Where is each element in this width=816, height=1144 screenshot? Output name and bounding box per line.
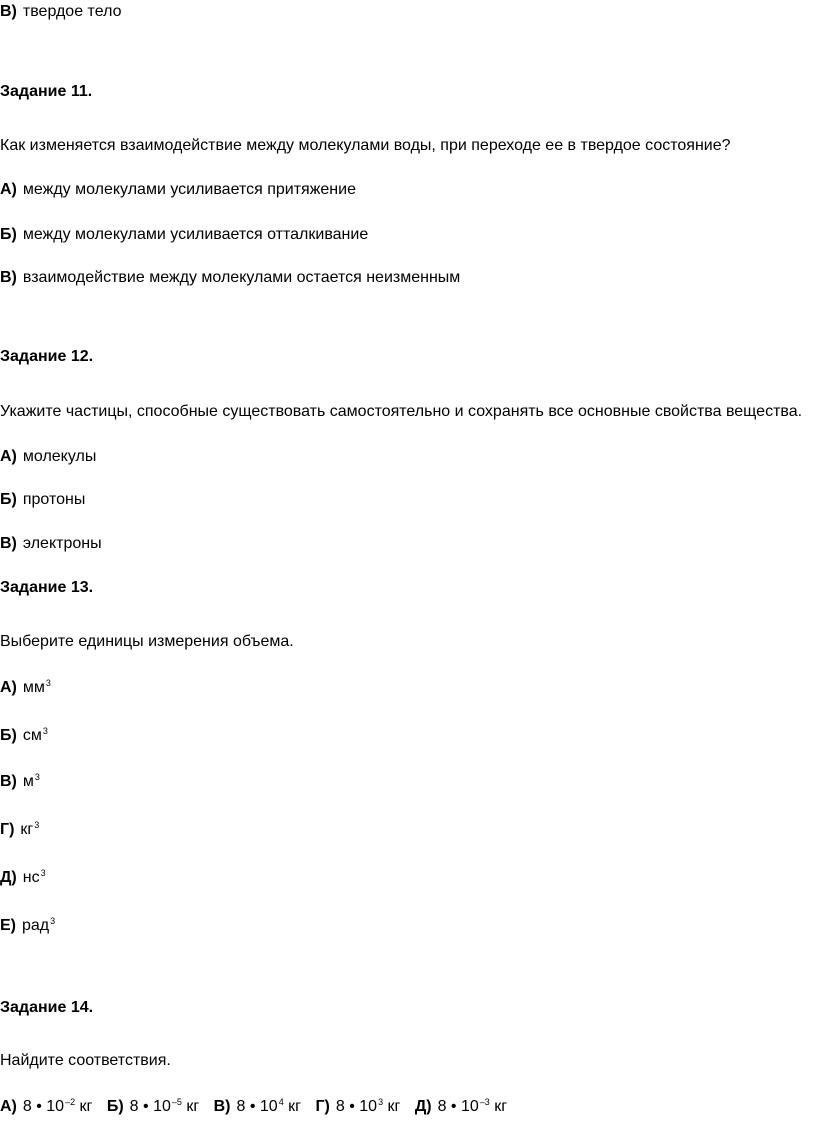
task-11-option-b	[0, 225, 368, 245]
task-14-option-a	[0, 1098, 92, 1115]
exponent: 3	[45, 678, 51, 688]
option-text: кг	[20, 821, 34, 838]
option-unit: кг	[288, 1098, 302, 1115]
task-11-option-a	[0, 180, 356, 200]
exponent: 3	[34, 772, 40, 782]
option-text: рад	[22, 917, 50, 934]
option-label: А)	[0, 448, 17, 465]
task-13-title: Задание 13.	[0, 579, 94, 596]
task-11-question: Как изменяется взаимодействие между молекулами воды, при переходе ее в твердое состояние?	[0, 137, 731, 154]
option-label: Г)	[0, 821, 15, 838]
task-14-question: Найдите соответствия.	[0, 1052, 171, 1069]
option-label: Б)	[0, 491, 17, 508]
task-13-option-a	[0, 678, 51, 698]
option-text: мм	[22, 679, 45, 696]
exponent: 3	[40, 868, 46, 878]
exponent: 3	[50, 916, 56, 926]
task-12-option-c	[0, 534, 102, 554]
exponent: 3	[378, 1097, 384, 1107]
option-label: Г)	[315, 1098, 330, 1115]
option-label: Е)	[0, 917, 16, 934]
task-12-title: Задание 12.	[0, 348, 94, 365]
option-text: см	[22, 727, 42, 744]
task-11-title: Задание 11.	[0, 83, 93, 100]
exponent: –5	[171, 1097, 182, 1107]
option-label: Б)	[0, 727, 17, 744]
option-label: Д)	[414, 1098, 432, 1115]
task-14-options-row	[0, 1097, 507, 1117]
option-label: А)	[0, 1098, 17, 1115]
option-label: В)	[0, 3, 17, 20]
option-text: электроны	[22, 535, 102, 552]
option-label: А)	[0, 181, 17, 198]
option-label: В)	[0, 535, 17, 552]
option-base: 8 • 10	[236, 1098, 278, 1115]
task-12-option-a	[0, 447, 96, 467]
task-13-option-c	[0, 772, 40, 792]
task-13-option-e	[0, 868, 46, 888]
exponent: 3	[42, 726, 48, 736]
task-14-option-d	[315, 1098, 400, 1115]
exponent: 3	[34, 820, 40, 830]
option-base: 8 • 10	[129, 1098, 171, 1115]
option-unit: кг	[186, 1098, 200, 1115]
option-text: между молекулами усиливается отталкивание	[22, 226, 369, 243]
option-text: протоны	[22, 491, 86, 508]
option-text: нс	[22, 869, 40, 886]
option-unit: кг	[494, 1098, 508, 1115]
option-label: В)	[0, 773, 17, 790]
option-label: Б)	[106, 1098, 124, 1115]
option-text: взаимодействие между молекулами остается неизменным	[22, 269, 461, 286]
exponent: –3	[479, 1097, 490, 1107]
task-11-option-c	[0, 268, 460, 288]
option-base: 8 • 10	[437, 1098, 479, 1115]
option-unit: кг	[387, 1098, 401, 1115]
option-label: Б)	[0, 226, 17, 243]
exponent: –2	[65, 1097, 76, 1107]
option-text: молекулы	[22, 448, 97, 465]
option-base: 8 • 10	[22, 1098, 65, 1115]
option-text: твердое тело	[22, 3, 122, 20]
task-14-option-e	[415, 1098, 507, 1115]
task-12-question: Укажите частицы, способные существовать самостоятельно и сохранять все основные свойства вещества.	[0, 403, 803, 420]
task-14-option-c	[214, 1098, 301, 1115]
option-text: м	[22, 773, 34, 790]
task-14-option-b	[107, 1098, 199, 1115]
option-unit: кг	[79, 1098, 93, 1115]
exponent: 4	[278, 1097, 284, 1107]
option-prev	[0, 2, 121, 22]
task-13-question: Выберите единицы измерения объема.	[0, 633, 294, 650]
task-13-option-b	[0, 726, 48, 746]
option-label: В)	[213, 1098, 231, 1115]
task-12-option-b	[0, 490, 85, 510]
option-label: А)	[0, 679, 17, 696]
option-base: 8 • 10	[335, 1098, 378, 1115]
task-13-option-f	[0, 916, 55, 936]
option-text: между молекулами усиливается притяжение	[22, 181, 356, 198]
option-label: Д)	[0, 869, 17, 886]
task-14-title: Задание 14.	[0, 999, 94, 1016]
task-13-option-d	[0, 820, 39, 840]
option-label: В)	[0, 269, 17, 286]
